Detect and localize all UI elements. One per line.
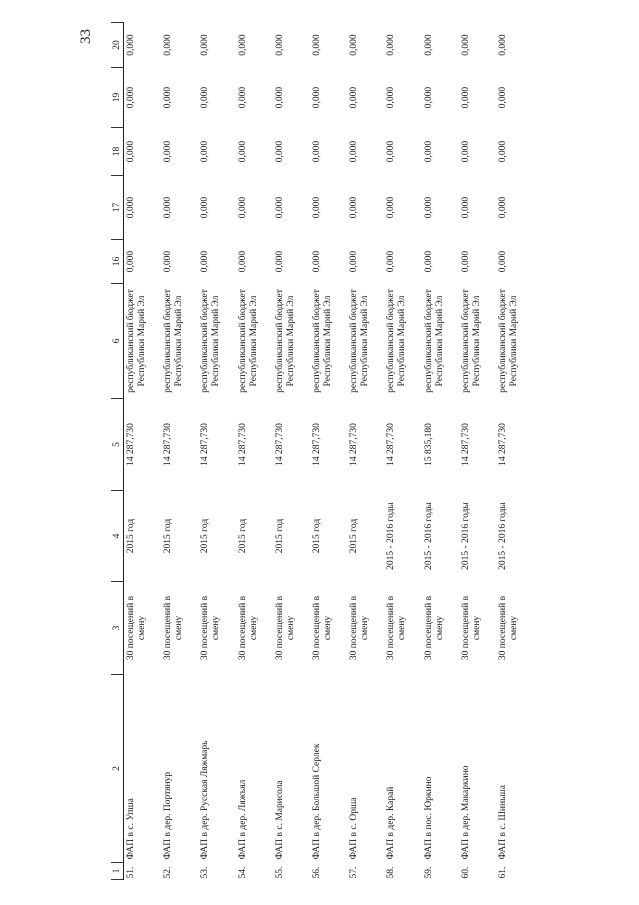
capacity: 30 посещений в смену [274,595,296,661]
cost: 14 287,730 [163,423,174,466]
facility-name: ФАП в дер. Портянур [163,771,174,860]
value-16: 0,000 [200,250,211,273]
row-number: 61. [497,866,508,879]
row-number: 53. [200,866,211,879]
table-row [347,23,384,880]
capacity: 30 посещений в смену [163,595,185,661]
value-16: 0,000 [460,250,471,273]
funding-source: республиканский бюджет Республики Марий Эл [237,289,259,393]
value-16: 0,000 [237,250,248,273]
cost: 15 835,180 [423,423,434,466]
col-header: 16 [111,240,124,284]
cost: 14 287,730 [237,423,248,466]
capacity: 30 посещений в смену [460,595,482,661]
value-18: 0,000 [386,140,397,163]
value-19: 0,000 [163,86,174,109]
value-19: 0,000 [200,86,211,109]
value-20: 0,000 [497,34,508,56]
facility-name: ФАП в дер. Русская Ляжмарь [200,740,211,860]
value-19: 0,000 [460,86,471,109]
funding-source: республиканский бюджет Республики Марий Эл [274,289,296,393]
value-18: 0,000 [349,140,360,163]
value-18: 0,000 [274,140,285,163]
row-number: 56. [311,866,322,879]
row-number: 59. [423,866,434,879]
table-row [310,23,347,880]
col-header: 5 [111,399,124,491]
value-19: 0,000 [126,86,136,109]
period: 2015 год [349,518,360,554]
period: 2015 год [200,518,211,554]
funding-source: республиканский бюджет Республики Марий Эл [349,289,371,393]
value-16: 0,000 [311,250,322,273]
col-header: 6 [111,284,124,399]
facility-name: ФАП в дер. Макаркино [460,765,471,860]
capacity: 30 посещений в смену [423,595,445,661]
value-18: 0,000 [423,140,434,163]
facility-name: ФАП в с. Шиньша [497,785,508,860]
value-16: 0,000 [386,250,397,273]
funding-source: республиканский бюджет Республики Марий Эл [460,289,482,393]
value-16: 0,000 [497,250,508,273]
table-row [422,23,459,880]
col-header: 18 [111,128,124,176]
value-18: 0,000 [311,140,322,163]
value-20: 0,000 [423,34,434,56]
row-number: 57. [349,866,360,879]
table-row [198,23,235,880]
period: 2015 год [163,518,174,554]
value-16: 0,000 [163,250,174,273]
value-20: 0,000 [126,34,136,56]
cost: 14 287,730 [311,423,322,466]
facility-name: ФАП в дер. Карай [386,786,397,860]
facility-name: ФАП в дер. Большой Серлек [311,743,322,860]
funding-source: республиканский бюджет Республики Марий Эл [497,289,519,393]
table-row [459,23,496,880]
value-19: 0,000 [274,86,285,109]
cost: 14 287,730 [126,423,136,466]
capacity: 30 посещений в смену [349,595,371,661]
period: 2015 год [237,518,248,554]
row-number: 58. [386,866,397,879]
value-16: 0,000 [349,250,360,273]
cost: 14 287,730 [200,423,211,466]
value-19: 0,000 [237,86,248,109]
row-number: 60. [460,866,471,879]
col-header: 3 [111,582,124,675]
cost: 14 287,730 [349,423,360,466]
value-19: 0,000 [497,86,508,109]
table-row [236,23,273,880]
value-16: 0,000 [274,250,285,273]
value-17: 0,000 [311,196,322,219]
funding-source: республиканский бюджет Республики Марий Эл [126,289,147,393]
capacity: 30 посещений в смену [497,595,519,661]
value-16: 0,000 [423,250,434,273]
funding-source: республиканский бюджет Республики Марий Эл [311,289,333,393]
value-20: 0,000 [200,34,211,56]
value-19: 0,000 [423,86,434,109]
period: 2015 - 2016 годы [423,502,434,570]
value-17: 0,000 [126,196,136,219]
facilities-table [111,22,533,880]
row-number: 55. [274,866,285,879]
table-row [384,23,421,880]
cost: 14 287,730 [386,423,397,466]
value-20: 0,000 [311,34,322,56]
value-19: 0,000 [349,86,360,109]
capacity: 30 посещений в смену [200,595,222,661]
value-17: 0,000 [163,196,174,219]
value-16: 0,000 [126,250,136,273]
value-18: 0,000 [163,140,174,163]
header-row [111,23,124,880]
value-18: 0,000 [126,140,136,163]
cost: 14 287,730 [460,423,471,466]
value-20: 0,000 [460,34,471,56]
col-header: 20 [111,23,124,68]
value-17: 0,000 [423,196,434,219]
value-19: 0,000 [311,86,322,109]
period: 2015 год [311,518,322,554]
facility-name: ФАП в с. Марисола [274,780,285,860]
facility-name: ФАП в с. Упша [126,798,136,860]
capacity: 30 посещений в смену [126,595,147,661]
row-number: 52. [163,866,174,879]
funding-source: республиканский бюджет Республики Марий Эл [163,289,185,393]
value-17: 0,000 [497,196,508,219]
value-17: 0,000 [349,196,360,219]
value-17: 0,000 [200,196,211,219]
table-row [496,23,533,880]
period: 2015 год [274,518,285,554]
col-header: 1 [111,863,124,880]
value-20: 0,000 [274,34,285,56]
period: 2015 год [126,518,136,554]
value-18: 0,000 [200,140,211,163]
value-17: 0,000 [386,196,397,219]
col-header: 17 [111,176,124,240]
capacity: 30 посещений в смену [386,595,408,661]
value-18: 0,000 [497,140,508,163]
value-17: 0,000 [237,196,248,219]
value-20: 0,000 [386,34,397,56]
value-17: 0,000 [274,196,285,219]
capacity: 30 посещений в смену [311,595,333,661]
page-number: 33 [78,29,94,44]
table-row [161,23,198,880]
table-row [124,23,162,880]
period: 2015 - 2016 годы [386,502,397,570]
period: 2015 - 2016 годы [460,502,471,570]
value-20: 0,000 [237,34,248,56]
facility-name: ФАП в пос. Юркино [423,776,434,860]
value-19: 0,000 [386,86,397,109]
value-17: 0,000 [460,196,471,219]
value-20: 0,000 [163,34,174,56]
capacity: 30 посещений в смену [237,595,259,661]
value-18: 0,000 [460,140,471,163]
col-header: 19 [111,68,124,128]
facility-name: ФАП в дер. Ляжъял [237,779,248,860]
value-20: 0,000 [349,34,360,56]
cost: 14 287,730 [497,423,508,466]
funding-source: республиканский бюджет Республики Марий Эл [386,289,408,393]
col-header: 2 [111,675,124,863]
table-row [273,23,310,880]
period: 2015 - 2016 годы [497,502,508,570]
funding-source: республиканский бюджет Республики Марий Эл [200,289,222,393]
cost: 14 287,730 [274,423,285,466]
rotated-table-container [111,23,630,880]
col-header: 4 [111,491,124,582]
value-18: 0,000 [237,140,248,163]
facility-name: ФАП в с. Орша [349,797,360,860]
funding-source: республиканский бюджет Республики Марий Эл [423,289,445,393]
row-number: 51. [126,866,136,879]
row-number: 54. [237,866,248,879]
